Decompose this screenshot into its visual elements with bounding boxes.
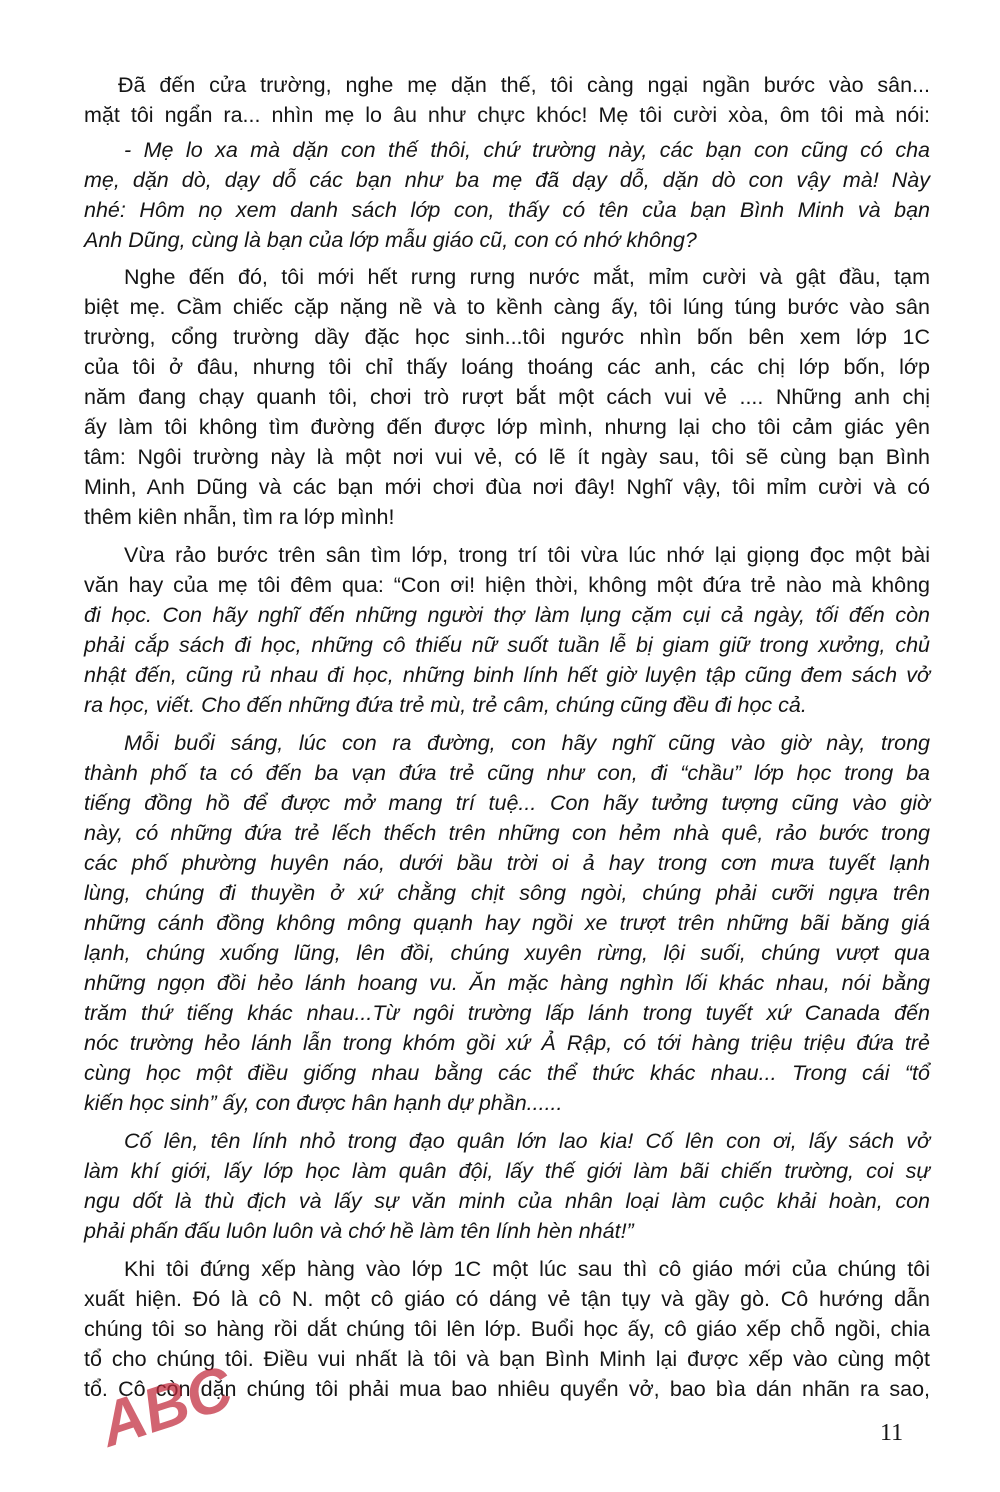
text-line: của tôi ở đâu, nhưng tôi chỉ thấy loáng thoáng các anh, các chị lớp bốn, lớp <box>84 355 930 379</box>
text-line: văn hay của mẹ tôi đêm qua: “Con ơi! hiện thời, không một đứa trẻ nào mà không <box>84 573 930 597</box>
text-line: những ngọn đồi hẻo lánh hoang vu. Ăn mặc hàng nghìn lối khác nhau, nói bằng <box>84 971 930 995</box>
text-line: năm đang chạy quanh tôi, chơi trò rượt bắt một cách vui vẻ .... Những anh chị <box>84 385 930 409</box>
text-line: tổ. Cô còn dặn chúng tôi phải mua bao nhiêu quyển vở, bao bìa dán nhãn ra sao, <box>84 1377 930 1401</box>
text-line: kiến học sinh” ấy, con được hân hạnh dự phần...... <box>84 1091 563 1115</box>
text-line: trường, cổng trường dầy đặc học sinh...tôi ngước nhìn bốn bên xem lớp 1C <box>84 325 930 349</box>
text-line: Đã đến cửa trường, nghe mẹ dặn thế, tôi càng ngại ngần bước vào sân... <box>118 73 930 97</box>
text-line: làm khí giới, lấy lớp học làm quân đội, lấy thế giới làm bãi chiến trường, coi sự <box>84 1159 930 1183</box>
text-line: Mỗi buổi sáng, lúc con ra đường, con hãy nghĩ cũng vào giờ này, trong <box>124 731 930 755</box>
publisher-stamp-logo <box>90 1340 241 1461</box>
text-line: Minh, Anh Dũng và các bạn mới chơi đùa nơi đây! Nghĩ vậy, tôi mỉm cười và có <box>84 475 930 499</box>
text-line: tâm: Ngôi trường này là một nơi vui vẻ, có lẽ ít ngày sau, tôi sẽ cùng bạn Bình <box>84 445 930 469</box>
text-line: ra học, viết. Cho đến những đứa trẻ mù, trẻ câm, chúng cũng đều đi học cả. <box>84 693 807 717</box>
text-line: chúng tôi so hàng rồi dắt chúng tôi lên lớp. Buổi học ấy, cô giáo xếp chỗ ngồi, chia <box>84 1317 930 1341</box>
text-line: các phố phường huyên náo, dưới bầu trời oi ả hay trong cơn mưa tuyết lạnh <box>84 851 930 875</box>
text-line: Cố lên, tên lính nhỏ trong đạo quân lớn lao kia! Cố lên con ơi, lấy sách vở <box>124 1129 930 1153</box>
text-line: phải cắp sách đi học, những cô thiếu nữ suốt tuần lễ bị giam giữ trong xưởng, chủ <box>84 633 930 657</box>
text-line: lạnh, chúng xuống lũng, lên đồi, chúng xuyên rừng, lội suối, chúng vượt qua <box>84 941 930 965</box>
text-line: nhật đến, cũng rủ nhau đi học, những binh lính hết giờ luyện tập cũng đem sách vở <box>84 663 930 687</box>
text-line: mặt tôi ngẩn ra... nhìn mẹ lo âu như chực khóc! Mẹ tôi cười xòa, ôm tôi mà nói: <box>84 103 930 127</box>
text-line: này, có những đứa trẻ lếch thếch trên những con hẻm nhà quê, rảo bước trong <box>84 821 930 845</box>
text-line: mẹ, dặn dò, dạy dỗ các bạn như ba mẹ đã dạy dỗ, dặn dò con vậy mà! Này <box>84 168 930 192</box>
text-line: thêm kiên nhẫn, tìm ra lớp mình! <box>84 505 395 529</box>
text-line: ngu dốt là thù địch và lấy sự văn minh của nhân loại làm cuộc khải hoàn, con <box>84 1189 930 1213</box>
text-line: Nghe đến đó, tôi mới hết rưng rưng nước mắt, mỉm cười và gật đầu, tạm <box>124 265 930 289</box>
text-line: Khi tôi đứng xếp hàng vào lớp 1C một lúc sau thì cô giáo mới của chúng tôi <box>124 1257 930 1281</box>
text-line: ấy làm tôi không tìm đường đến được lớp mình, nhưng lại cho tôi cảm giác yên <box>84 415 930 439</box>
text-line: Vừa rảo bước trên sân tìm lớp, trong trí tôi vừa lúc nhớ lại giọng đọc một bài <box>124 543 930 567</box>
text-line: tổ cho chúng tôi. Điều vui nhất là tôi và bạn Bình Minh lại được xếp vào cùng một <box>84 1347 930 1371</box>
page-number: 11 <box>880 1420 904 1446</box>
text-line: xuất hiện. Đó là cô N. một cô giáo có dáng vẻ tận tụy và gầy gò. Cô hướng dẫn <box>84 1287 930 1311</box>
stamp-letters: ABC <box>91 1353 241 1461</box>
text-line: nóc trường hẻo lánh lẫn trong khóm gồi xứ Ả Rập, có tới hàng triệu triệu đứa trẻ <box>84 1031 930 1055</box>
text-line: biệt mẹ. Cầm chiếc cặp nặng nề và to kềnh càng ấy, tôi lúng túng bước vào sân <box>84 295 930 319</box>
text-line: phải phấn đấu luôn luôn và chớ hề làm tên lính hèn nhát!” <box>84 1219 634 1243</box>
text-line: Anh Dũng, cùng là bạn của lớp mẫu giáo cũ, con có nhớ không? <box>84 228 697 252</box>
text-line: nhé: Hôm nọ xem danh sách lớp con, thấy có tên của bạn Bình Minh và bạn <box>84 198 930 222</box>
text-line: đi học. Con hãy nghĩ đến những người thợ làm lụng cặm cụi cả ngày, tối đến còn <box>84 603 930 627</box>
text-line: trăm thứ tiếng khác nhau...Từ ngôi trường lấp lánh trong tuyết xứ Canada đến <box>84 1001 930 1025</box>
text-line: cùng học một điều giống nhau bằng các thể thức khác nhau... Trong cái “tổ <box>84 1061 930 1085</box>
text-line: lùng, chúng đi thuyền ở xứ chằng chịt sông ngòi, chúng phải cưỡi ngựa trên <box>84 881 930 905</box>
text-line: - Mẹ lo xa mà dặn con thế thôi, chứ trường này, các bạn con cũng có cha <box>124 138 930 162</box>
text-line: thành phố ta có đến ba vạn đứa trẻ cũng như con, đi “chầu” lớp học trong ba <box>84 761 930 785</box>
text-line: tiếng đồng hồ để được mở mang trí tuệ... Con hãy tưởng tượng cũng vào giờ <box>84 791 930 815</box>
text-line: những cánh đồng không mông quạnh hay ngồi xe trượt trên những bãi băng giá <box>84 911 930 935</box>
